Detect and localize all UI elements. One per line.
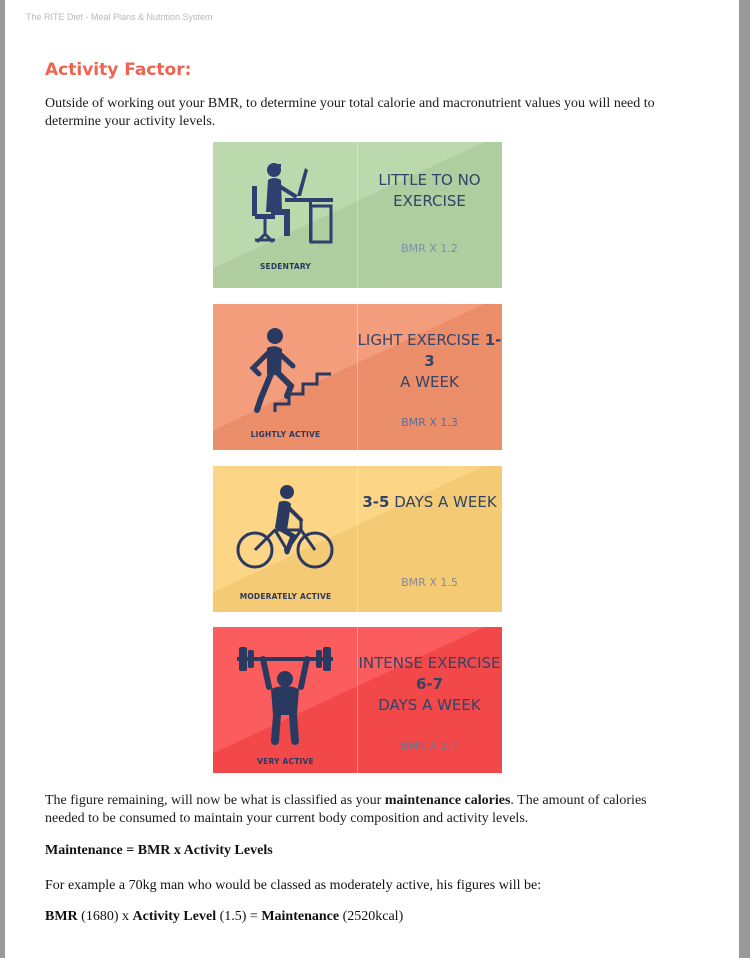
card-title: 3-5 DAYS A WEEK (362, 493, 497, 511)
stair-climber-icon (235, 324, 335, 424)
card-divider (357, 466, 358, 612)
page-header: The RITE Diet - Meal Plans & Nutrition System (26, 12, 213, 22)
maintenance-formula: Maintenance = BMR x Activity Levels (45, 843, 273, 858)
card-caption: VERY ACTIVE (257, 757, 314, 766)
activity-card-lightly-active (213, 304, 502, 450)
card-caption: SEDENTARY (259, 262, 312, 271)
intro-paragraph: Outside of working out your BMR, to determine your total calorie and macronutrient values you will need to determine your activity levels. (45, 96, 655, 129)
card-multiplier: BMR X 1.5 (401, 576, 458, 589)
cyclist-icon (235, 482, 335, 582)
card-multiplier: BMR X 1.2 (401, 242, 458, 255)
card-title: INTENSE EXERCISE 6-7 DAYS A WEEK (358, 654, 501, 714)
desk-worker-icon (235, 156, 335, 256)
document-page (5, 0, 739, 958)
example-calculation: BMR (1680) x Activity Level (1.5) = Maintenance (2520kcal) (45, 909, 404, 924)
activity-card-moderately-active (213, 466, 502, 612)
maintenance-paragraph: The figure remaining, will now be what is classified as your maintenance calories. The amount of calories needed to be consumed to maintain your current body composition and activity levels. (45, 793, 647, 826)
weightlifter-icon (235, 645, 335, 745)
card-title: LITTLE TO NO EXERCISE (378, 171, 481, 210)
activity-card-very-active (213, 627, 502, 773)
section-heading: Activity Factor: (45, 60, 192, 80)
activity-card-sedentary (213, 142, 502, 288)
card-caption: LIGHTLY ACTIVE (250, 430, 321, 439)
card-multiplier: BMR X 1.7 (401, 739, 458, 752)
card-caption: MODERATELY ACTIVE (239, 592, 332, 601)
example-text: For example a 70kg man who would be classed as moderately active, his figures will be: (45, 878, 542, 893)
card-title: LIGHT EXERCISE 1-3 A WEEK (357, 331, 502, 391)
card-multiplier: BMR X 1.3 (401, 416, 458, 429)
